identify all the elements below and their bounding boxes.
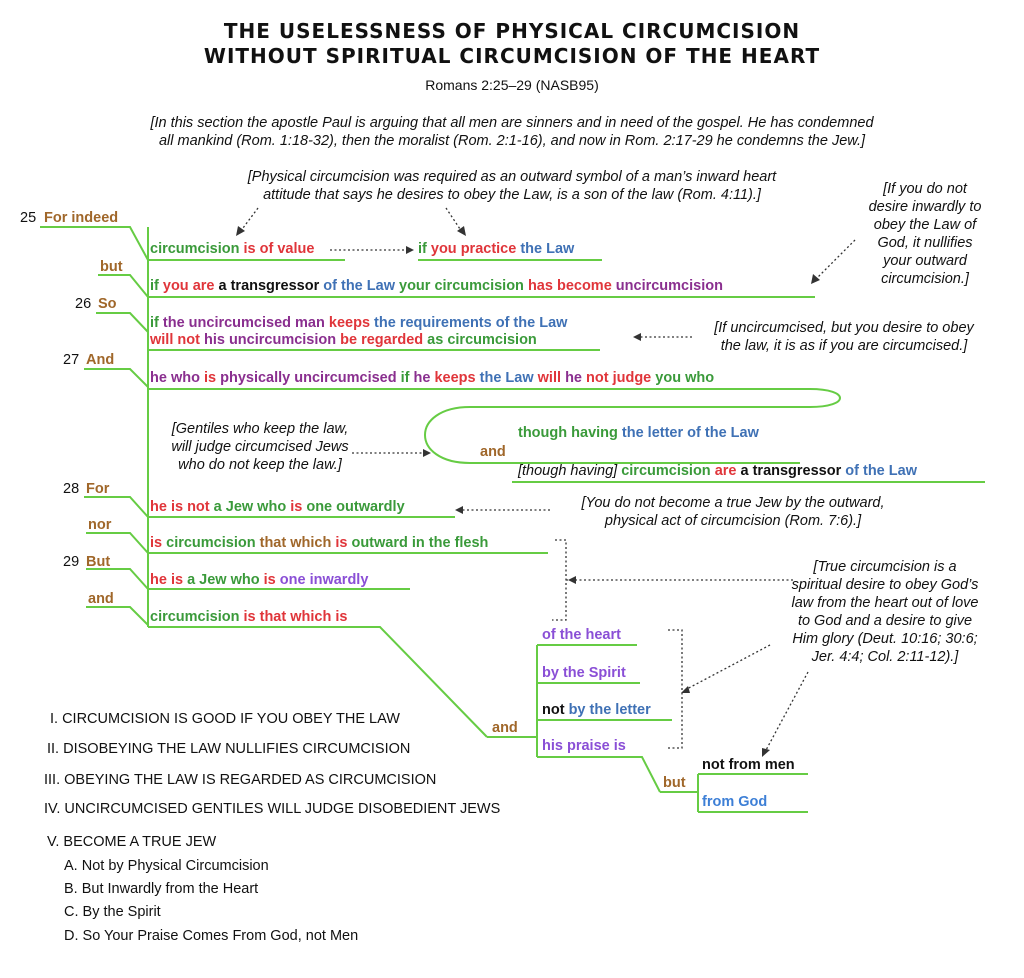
- verse-27: 27: [63, 352, 80, 368]
- verse-29: 29: [63, 554, 80, 570]
- intro-line-2: all mankind (Rom. 1:18-32), then the moralist (Rom. 2:1-16), and now in Rom. 2:17-29 he condemns the Jew.]: [158, 133, 865, 149]
- bracket-low: [668, 630, 682, 748]
- page-title: THE USELESSNESS OF PHYSICAL CIRCUMCISION: [223, 19, 801, 43]
- outline-item-1: I. CIRCUMCISION IS GOOD IF YOU OBEY THE LAW: [50, 711, 400, 727]
- line-outward-flesh: is circumcision that which is outward in the flesh: [150, 535, 489, 551]
- arrow-heads: [236, 226, 820, 757]
- line-and29: [86, 607, 148, 625]
- outline-sub-d: D. So Your Praise Comes From God, not Men: [64, 928, 359, 944]
- arrowhead-5: [633, 333, 641, 341]
- line-from-god: from God: [702, 794, 768, 810]
- line-letter-of-law: though having the letter of the Law: [518, 425, 759, 441]
- line-circumcision-value: circumcision is of value: [150, 241, 315, 257]
- verse-26: 26: [75, 296, 92, 312]
- outline-sub-c: C. By the Spirit: [64, 904, 161, 920]
- line-so: [96, 313, 148, 332]
- outline-sub-a: A. Not by Physical Circumcision: [64, 858, 269, 874]
- line-one-inwardly: he is a Jew who is one inwardly: [150, 572, 369, 588]
- outline-item-3: III. OBEYING THE LAW IS REGARDED AS CIRCUMCISION: [44, 772, 437, 788]
- line-uncircumcised-keeps: if the uncircumcised man keeps the requirements of the Law: [150, 315, 568, 331]
- conj-for-indeed: For indeed: [44, 210, 119, 226]
- note-nullifies: [If you do not desire inwardly to obey the Law of God, it nullifies your outward circumcision.]: [868, 181, 982, 287]
- line-but29: [86, 569, 148, 589]
- line-but: [98, 275, 148, 297]
- intro-line-1: [In this section the apostle Paul is arguing that all men are sinners and in need of the gospel. He has condemned: [150, 115, 874, 131]
- arrowhead-7: [455, 506, 463, 514]
- arrowhead-8: [568, 576, 576, 584]
- arrow-n2: [815, 240, 855, 280]
- line-if-practice: if you practice the Law: [418, 241, 575, 257]
- line-nor: [86, 533, 148, 553]
- line-not-by-letter: not by the letter: [542, 702, 651, 718]
- line-for-indeed: [40, 227, 148, 260]
- conj-and-mid: and: [480, 444, 506, 460]
- note-uncircumcised: [If uncircumcised, but you desire to obey the law, it is as if you are circumcised.]: [714, 320, 974, 354]
- conj-so: So: [98, 296, 117, 312]
- line-for28: [84, 497, 148, 517]
- conj-nor: nor: [88, 517, 112, 533]
- line-of-the-heart: of the heart: [542, 627, 621, 643]
- arrowhead-10: [762, 748, 770, 757]
- conj-for-28: For: [86, 481, 110, 497]
- line-that-which-is: circumcision is that which is: [150, 609, 348, 625]
- conj-but-low: but: [663, 775, 686, 791]
- arrowhead-6: [423, 449, 431, 457]
- outline-item-4: IV. UNCIRCUMCISED GENTILES WILL JUDGE DISOBEDIENT JEWS: [44, 801, 501, 817]
- bracket-l10: [552, 540, 566, 620]
- conj-but-29: But: [86, 554, 111, 570]
- note-true-jew: [You do not become a true Jew by the outward, physical act of circumcision (Rom. 7:6).]: [581, 495, 885, 529]
- arrow-n1-right: [446, 208, 462, 232]
- arrow-not-from-men: [765, 672, 808, 752]
- line-by-the-spirit: by the Spirit: [542, 665, 626, 681]
- note-gentiles: [Gentiles who keep the law, will judge circumcised Jews who do not keep the law.]: [171, 421, 349, 473]
- conj-but: but: [100, 259, 123, 275]
- line-not-from-men: not from men: [702, 757, 795, 773]
- arrow-n1-left: [240, 208, 258, 232]
- line-his-praise: his praise is: [542, 738, 626, 754]
- line-though-having: [though having] circumcision are a transgressor of the Law: [518, 463, 917, 479]
- line-and27: [84, 369, 148, 387]
- outline-item-5: V. BECOME A TRUE JEW: [47, 834, 217, 850]
- verse-28: 28: [63, 481, 80, 497]
- conj-and-29: and: [88, 591, 114, 607]
- line-physically-uncircumcised: he who is physically uncircumcised if he keeps the Law will he not judge you who: [150, 370, 715, 386]
- conj-and-27: And: [86, 352, 115, 368]
- arrow-n6-low: [685, 645, 770, 690]
- scripture-reference: Romans 2:25–29 (NASB95): [425, 77, 599, 93]
- line-regarded: will not his uncircumcision be regarded as circumcision: [150, 332, 537, 348]
- page-subtitle: WITHOUT SPIRITUAL CIRCUMCISION OF THE HEART: [203, 44, 821, 68]
- note-physical-circumcision: [Physical circumcision was required as an outward symbol of a man’s inward heart attitude that says he desires to obey the Law, is a son of the law (Rom. 4:11).]: [247, 169, 777, 203]
- outline-sub-b: B. But Inwardly from the Heart: [64, 881, 259, 897]
- arrowhead-3: [406, 246, 414, 254]
- base-l16: [537, 757, 660, 792]
- line-not-a-jew: he is not a Jew who is one outwardly: [150, 499, 405, 515]
- note-true-circumcision: [True circumcision is a spiritual desire to obey God’s law from the heart out of love to God and a desire to give Him glory (Deut. 10:16; 30:6; Jer. 4:4; Col. 2:11-12).]: [791, 559, 979, 665]
- verse-25: 25: [20, 210, 37, 226]
- outline-item-2: II. DISOBEYING THE LAW NULLIFIES CIRCUMCISION: [47, 741, 411, 757]
- conj-and-low: and: [492, 720, 518, 736]
- line-transgressor: if you are a transgressor of the Law your circumcision has become uncircumcision: [150, 278, 723, 294]
